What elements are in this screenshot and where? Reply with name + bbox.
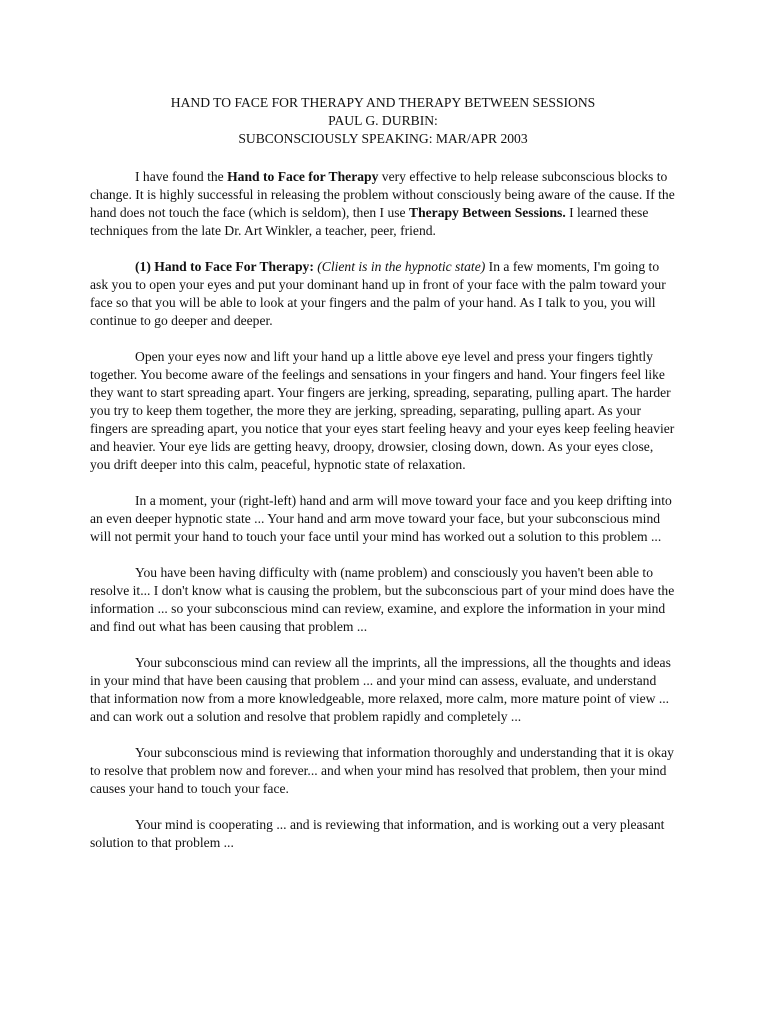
intro-paragraph	[90, 168, 676, 240]
source-line: SUBCONSCIOUSLY SPEAKING: MAR/APR 2003	[238, 131, 528, 146]
section1-paragraph	[90, 258, 676, 330]
author-line: PAUL G. DURBIN:	[328, 113, 438, 128]
body-paragraph-3: You have been having difficulty with (name problem) and consciously you haven't been able to resolve it... I don't know what is causing the problem, but the subconscious part of your mind does have the information ... so your subconscious mind can review, examine, and explore the information in your mind and find out what has been causing that problem ...	[90, 565, 675, 634]
intro-text-2: very effective to help release subconscious blocks to change. It is highly successful in releasing the problem without consciously being aware of the cause. If the hand does not touch the face (which is seldom), then I use	[90, 169, 675, 220]
intro-bold-1: Hand to Face for Therapy	[227, 169, 379, 184]
document-title: HAND TO FACE FOR THERAPY AND THERAPY BETWEEN SESSIONS	[170, 95, 596, 110]
body-paragraph-4: Your subconscious mind can review all the imprints, all the impressions, all the thoughts and ideas in your mind that have been causing that problem ... and your mind can assess, evaluate, and understand that information now from a more knowledgeable, more relaxed, more calm, more mature point of view ... and can work out a solution and resolve that problem rapidly and completely ...	[90, 655, 671, 724]
section1-text: In a few moments, I'm going to ask you to open your eyes and put your dominant hand up in front of your face with the palm toward your face so that you will be able to look at your fingers and the palm of your hand. As I talk to you, you will continue to go deeper and deeper.	[90, 259, 666, 328]
body-paragraph-1: Open your eyes now and lift your hand up a little above eye level and press your fingers tightly together. You become aware of the feelings and sensations in your fingers and hand. Your fingers feel like they want to start spreading apart. Your fingers are jerking, spreading, separating, pulling apart. The harder you try to keep them together, the more they are jerking, spreading, separating, pulling apart. As your fingers are spreading apart, you notice that your eyes start feeling heavy and your eyes keep feeling heavier and heavier. Your eye lids are getting heavy, droopy, drowsier, closing down, down. As your eyes close, you drift deeper into this calm, peaceful, hypnotic state of relaxation.	[90, 349, 675, 472]
document-header	[90, 94, 676, 148]
body-paragraph-5: Your subconscious mind is reviewing that information thoroughly and understanding that it is okay to resolve that problem now and forever... and when your mind has resolved that problem, then your mind causes your hand to touch your face.	[90, 745, 674, 796]
section1-heading: (1) Hand to Face For Therapy:	[135, 259, 314, 274]
intro-bold-2: Therapy Between Sessions.	[409, 205, 566, 220]
section1-note: (Client is in the hypnotic state)	[317, 259, 486, 274]
document-page	[90, 94, 676, 870]
body-paragraph-6: Your mind is cooperating ... and is reviewing that information, and is working out a very pleasant solution to that problem ...	[90, 817, 665, 850]
body-paragraph-2: In a moment, your (right-left) hand and arm will move toward your face and you keep drifting into an even deeper hypnotic state ... Your hand and arm move toward your face, but your subconscious mind will not permit your hand to touch your face until your mind has worked out a solution to this problem ...	[90, 493, 672, 544]
intro-text-3: I learned these techniques from the late Dr. Art Winkler, a teacher, peer, friend.	[90, 205, 649, 238]
intro-text-1: I have found the	[135, 169, 228, 184]
